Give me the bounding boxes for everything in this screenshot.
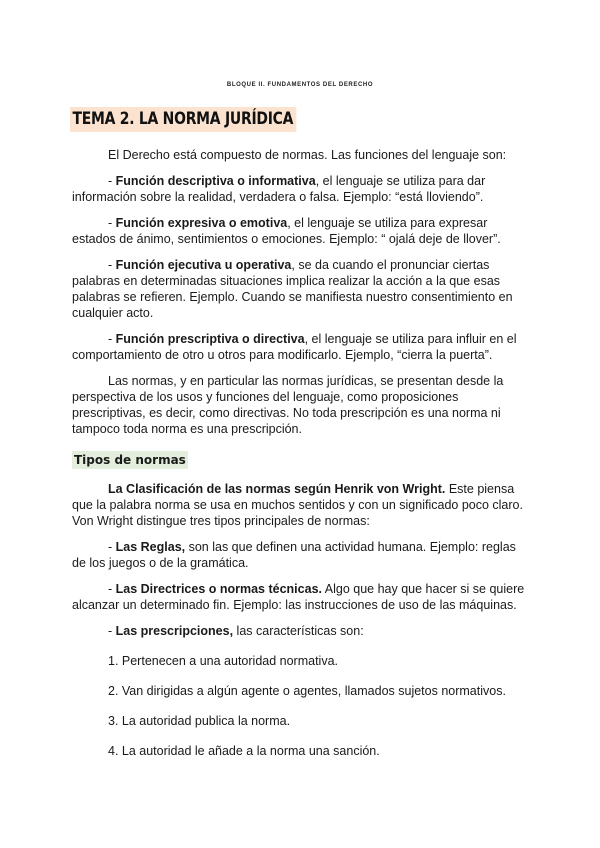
list-dash: -	[108, 540, 116, 554]
type-item	[72, 623, 532, 639]
type-name: Las Reglas,	[115, 540, 186, 554]
intro-paragraph: El Derecho está compuesto de normas. Las funciones del lenguaje son:	[108, 148, 507, 162]
function-item	[72, 215, 532, 247]
page-header: BLOQUE II. FUNDAMENTOS DEL DERECHO	[226, 82, 374, 88]
function-name: Función prescriptiva o directiva	[115, 332, 305, 346]
wright-paragraph	[72, 481, 532, 529]
type-item	[72, 539, 532, 571]
page-title: TEMA 2. LA NORMA JURÍDICA	[70, 107, 296, 132]
function-text: , el lenguaje se utiliza para expresar estados de ánimo, sentimientos o emociones. Ejemplo: “ ojalá deje de llover”.	[72, 216, 501, 246]
type-text: son las que definen una actividad humana. Ejemplo: reglas de los juegos o de la gramática.	[72, 540, 516, 570]
function-name: Función descriptiva o informativa	[115, 174, 316, 188]
characteristic-item: 3. La autoridad publica la norma.	[108, 714, 291, 728]
type-text: las características son:	[233, 624, 364, 638]
function-item	[72, 257, 532, 321]
norms-paragraph: Las normas, y en particular las normas jurídicas, se presentan desde la perspectiva de los usos y funciones del lenguaje, como proposiciones prescriptivas, es decir, como directivas. No toda prescripción es una norma ni tampoco toda norma es una prescripción.	[72, 374, 504, 436]
section-heading: Tipos de normas	[74, 453, 186, 467]
function-item	[72, 173, 532, 205]
type-name: Las prescripciones,	[115, 624, 234, 638]
type-text: Algo que hay que hacer si se quiere alcanzar un determinado fin. Ejemplo: las instrucciones de uso de las máquinas.	[72, 582, 525, 612]
function-item	[72, 331, 532, 363]
type-item	[72, 581, 532, 613]
list-dash: -	[108, 258, 116, 272]
function-text: , el lenguaje se utiliza para influir en el comportamiento de otro u otros para modificarlo. Ejemplo, “cierra la puerta”.	[72, 332, 517, 362]
list-dash: -	[108, 216, 116, 230]
wright-bold: La Clasificación de las normas según Henrik von Wright.	[108, 482, 446, 496]
type-name: Las Directrices o normas técnicas.	[115, 582, 322, 596]
list-dash: -	[108, 582, 116, 596]
characteristic-item: 4. La autoridad le añade a la norma una sanción.	[108, 744, 380, 758]
list-dash: -	[108, 624, 116, 638]
function-text: , se da cuando el pronunciar ciertas palabras en determinadas situaciones implica realizar la acción a la que esas palabras se refieren. Ejemplo. Cuando se manifiesta nuestro consentimiento en cualquier acto.	[72, 258, 513, 320]
function-text: , el lenguaje se utiliza para dar información sobre la realidad, verdadera o falsa. Ejemplo: “está lloviendo”.	[72, 174, 486, 204]
wright-text: Este piensa que la palabra norma se usa en muchos sentidos y con un significado poco claro. Von Wright distingue tres tipos principales de normas:	[72, 482, 523, 528]
function-name: Función expresiva o emotiva	[115, 216, 288, 230]
function-name: Función ejecutiva u operativa	[115, 258, 292, 272]
characteristic-item: 1. Pertenecen a una autoridad normativa.	[108, 654, 339, 668]
characteristic-item: 2. Van dirigidas a algún agente o agentes, llamados sujetos normativos.	[108, 684, 506, 698]
document-body	[72, 147, 532, 773]
list-dash: -	[108, 174, 116, 188]
list-dash: -	[108, 332, 116, 346]
